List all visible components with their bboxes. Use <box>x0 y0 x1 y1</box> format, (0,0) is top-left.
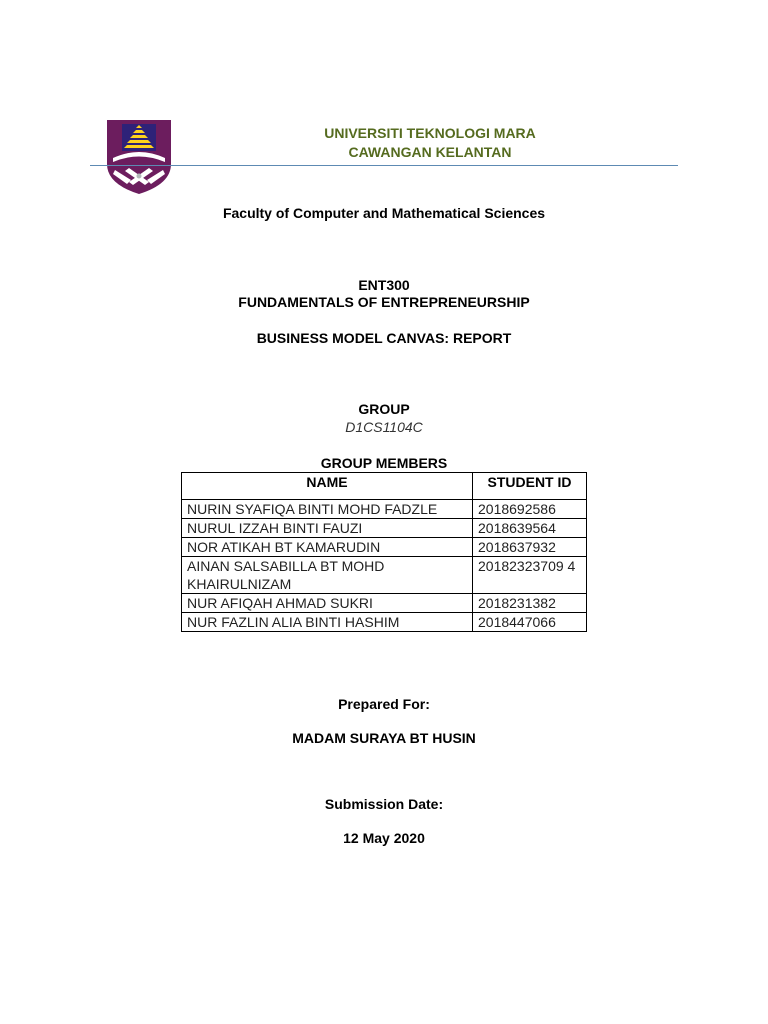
members-table <box>181 472 587 632</box>
table-row <box>182 519 587 538</box>
member-name: NURUL IZZAH BINTI FAUZI <box>182 519 473 538</box>
member-name: NUR AFIQAH AHMAD SUKRI <box>182 594 473 613</box>
member-student-id: 20182323709 4 <box>473 557 587 594</box>
faculty-name: Faculty of Computer and Mathematical Sciences <box>222 205 546 221</box>
submission-date: 12 May 2020 <box>343 830 425 846</box>
lecturer-name: MADAM SURAYA BT HUSIN <box>292 730 476 746</box>
table-header-row <box>182 473 587 500</box>
member-student-id: 2018637932 <box>473 538 587 557</box>
prepared-for-label: Prepared For: <box>338 696 430 712</box>
group-members-title: GROUP MEMBERS <box>320 455 448 471</box>
student-id-column-header: STUDENT ID <box>473 473 587 500</box>
member-name: AINAN SALSABILLA BT MOHD KHAIRULNIZAM <box>182 557 473 594</box>
member-name: NUR FAZLIN ALIA BINTI HASHIM <box>182 613 473 632</box>
course-name: FUNDAMENTALS OF ENTREPRENEURSHIP <box>238 294 530 310</box>
member-name: NURIN SYAFIQA BINTI MOHD FADZLE <box>182 500 473 519</box>
university-logo-icon <box>105 118 173 196</box>
member-student-id: 2018447066 <box>473 613 587 632</box>
member-student-id: 2018231382 <box>473 594 587 613</box>
table-row <box>182 538 587 557</box>
university-heading <box>260 124 600 162</box>
campus-name: CAWANGAN KELANTAN <box>348 144 512 160</box>
name-column-header: NAME <box>182 473 473 500</box>
course-block <box>0 277 768 311</box>
submission-date-label: Submission Date: <box>324 796 444 812</box>
report-title: BUSINESS MODEL CANVAS: REPORT <box>256 330 512 346</box>
table-row <box>182 613 587 632</box>
header-divider <box>90 165 678 166</box>
group-label: GROUP <box>358 401 410 417</box>
course-code: ENT300 <box>358 277 410 293</box>
member-student-id: 2018639564 <box>473 519 587 538</box>
member-name: NOR ATIKAH BT KAMARUDIN <box>182 538 473 557</box>
university-name: UNIVERSITI TEKNOLOGI MARA <box>324 125 536 141</box>
table-row <box>182 557 587 594</box>
member-student-id: 2018692586 <box>473 500 587 519</box>
table-row <box>182 594 587 613</box>
group-code: D1CS1104C <box>345 419 423 435</box>
table-row <box>182 500 587 519</box>
